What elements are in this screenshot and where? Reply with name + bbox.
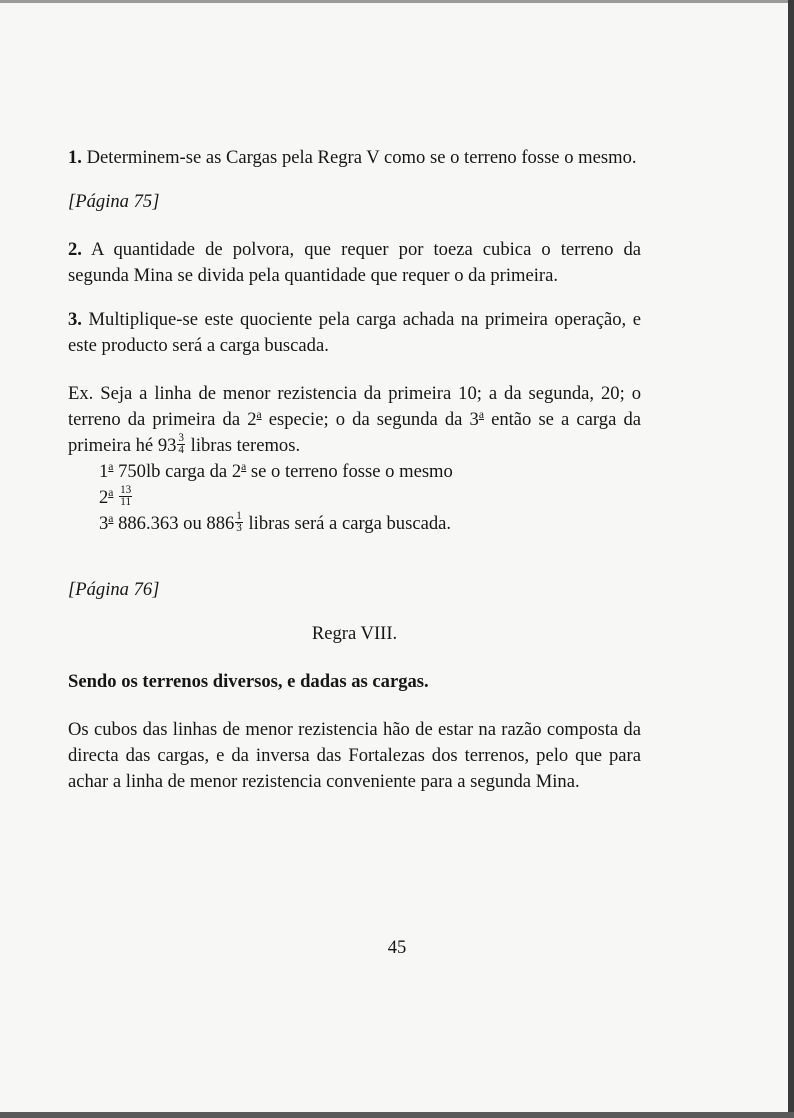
computation-line-1 bbox=[68, 459, 641, 485]
line-label: 1 bbox=[99, 461, 109, 482]
ordinal-superscript: a bbox=[108, 486, 114, 499]
item-number: 3. bbox=[68, 309, 82, 330]
line-text: 886.363 ou 886 bbox=[113, 513, 235, 534]
paragraph-text: Determinem-se as Cargas pela Regra V como se o terreno fosse o mesmo. bbox=[81, 147, 637, 168]
example-paragraph bbox=[68, 381, 641, 459]
ordinal-superscript: a bbox=[241, 460, 247, 473]
paragraph-3 bbox=[68, 307, 641, 359]
section-subheading bbox=[68, 669, 641, 695]
ordinal-superscript: a bbox=[108, 512, 114, 525]
paragraph-text: Multiplique-se este quociente pela carga achada na primeira operação, e este producto será a carga buscada. bbox=[68, 309, 641, 356]
line-text: libras será a carga buscada. bbox=[243, 513, 452, 534]
page-reference: [Página 75] bbox=[68, 191, 160, 212]
computation-line-2 bbox=[68, 485, 641, 511]
line-text: 750lb carga da 2 bbox=[113, 461, 242, 482]
page-number: 45 bbox=[387, 937, 407, 958]
fraction bbox=[235, 511, 243, 535]
example-text: libras teremos. bbox=[186, 435, 301, 456]
page-body bbox=[68, 145, 641, 795]
example-text: Ex. Seja a linha de menor rezistencia da primeira 10; a da segunda, 20; o terreno da primeira da 2 bbox=[68, 383, 641, 430]
paragraph-text: A quantidade de polvora, que requer por toeza cubica o terreno da segunda Mina se divida pela quantidade que requer o da primeira. bbox=[68, 239, 641, 286]
section-body: Os cubos das linhas de menor rezistencia hão de estar na razão composta da directa das cargas, e da inversa das Fortalezas dos terrenos, pelo que para achar a linha de menor rezistencia conveniente para a segunda Mina. bbox=[68, 719, 641, 792]
page-reference: [Página 76] bbox=[68, 579, 160, 600]
line-label: 2 bbox=[99, 487, 109, 508]
example-text: então se a carga da primeira hé 93 bbox=[68, 409, 642, 456]
fraction bbox=[177, 433, 185, 457]
paragraph-1 bbox=[68, 145, 641, 171]
fraction-denominator: 4 bbox=[178, 444, 184, 457]
computation-line-3 bbox=[68, 511, 641, 537]
fraction-numerator: 13 bbox=[120, 483, 132, 496]
item-number: 2. bbox=[68, 239, 82, 260]
ordinal-superscript: a bbox=[108, 460, 114, 473]
ordinal-superscript: a bbox=[256, 408, 262, 421]
line-text: se o terreno fosse o mesmo bbox=[246, 461, 453, 482]
paragraph-2 bbox=[68, 237, 641, 289]
line-label: 3 bbox=[99, 513, 109, 534]
subheading-text: Sendo os terrenos diversos, e dadas as cargas. bbox=[68, 671, 429, 692]
example-text: especie; o da segunda da 3 bbox=[261, 409, 479, 430]
fraction-numerator: 3 bbox=[178, 431, 184, 444]
fraction bbox=[119, 485, 132, 509]
ordinal-superscript: a bbox=[478, 408, 484, 421]
page-bottom-edge bbox=[0, 1112, 794, 1118]
item-number: 1. bbox=[68, 147, 82, 168]
fraction-numerator: 1 bbox=[236, 509, 242, 522]
fraction-denominator: 3 bbox=[236, 522, 242, 535]
fraction-denominator: 11 bbox=[120, 496, 132, 509]
section-heading: Regra VIII. bbox=[311, 623, 398, 644]
page-top-edge bbox=[0, 0, 794, 3]
